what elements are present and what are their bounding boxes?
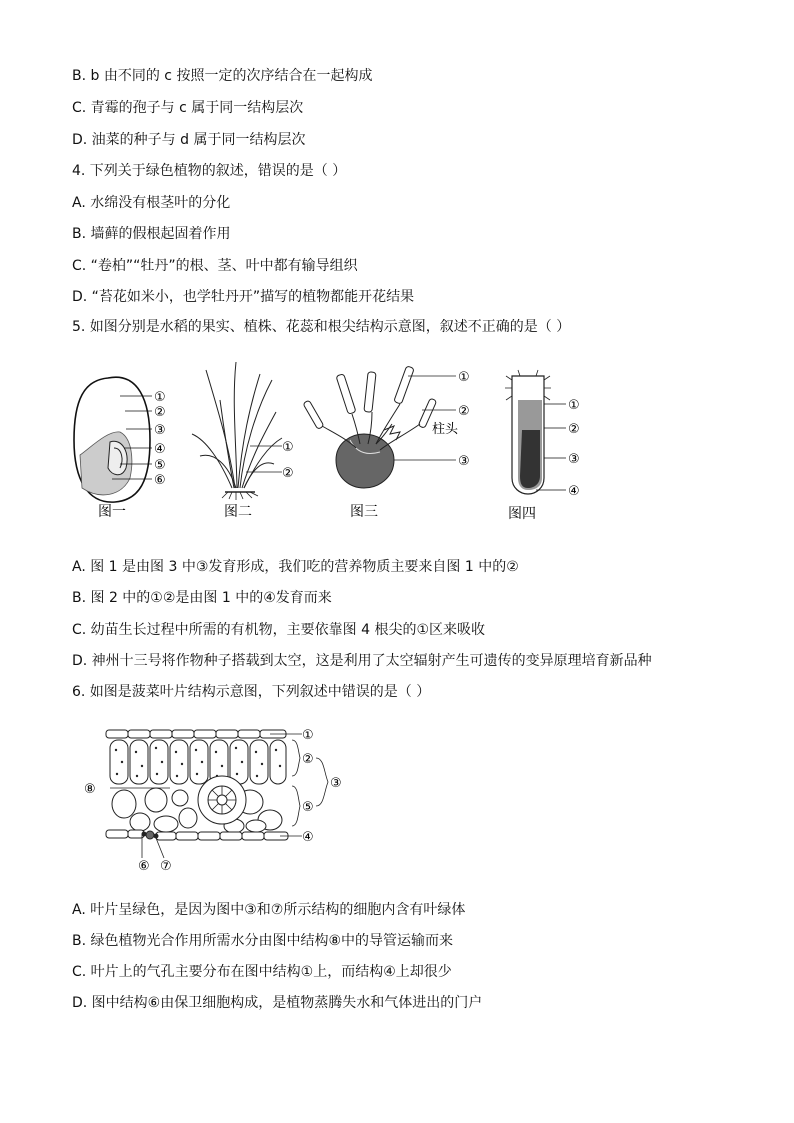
fig3-label-1: ① bbox=[458, 370, 470, 385]
q5-stem: 5. 如图分别是水稻的果实、植株、花蕊和根尖结构示意图，叙述不正确的是（ ） bbox=[72, 319, 571, 335]
fig3-label-2: ② bbox=[458, 404, 470, 419]
fig3-label-3: ③ bbox=[458, 454, 470, 469]
fig1-label-4: ④ bbox=[154, 442, 166, 457]
fig1-label-1: ① bbox=[154, 390, 166, 405]
leaf-cross-section bbox=[106, 730, 328, 858]
fig4-label-4: ④ bbox=[568, 484, 580, 499]
q6-stem: 6. 如图是菠菜叶片结构示意图，下列叙述中错误的是（ ） bbox=[72, 684, 431, 700]
q4-stem: 4. 下列关于绿色植物的叙述，错误的是（ ） bbox=[72, 163, 347, 179]
q6-label-7: ⑦ bbox=[160, 859, 172, 874]
fig3-caption: 图三 bbox=[350, 504, 378, 520]
fig2-label-1: ① bbox=[282, 440, 294, 455]
fig4-label-3: ③ bbox=[568, 452, 580, 467]
q5-option-c: C. 幼苗生长过程中所需的有机物，主要依靠图 4 根尖的①区来吸收 bbox=[72, 622, 486, 638]
q4-option-c: C. “卷柏”“牡丹”的根、茎、叶中都有输导组织 bbox=[72, 258, 358, 274]
q4-option-d: D. “苔花如米小，也学牡丹开”描写的植物都能开花结果 bbox=[72, 289, 415, 305]
q3-option-b: B. b 由不同的 c 按照一定的次序结合在一起构成 bbox=[72, 68, 373, 84]
q6-leaf-section-figure bbox=[80, 722, 360, 874]
q6-label-2: ② bbox=[302, 752, 314, 767]
fig1-label-2: ② bbox=[154, 405, 166, 420]
q3-option-d: D. 油菜的种子与 d 属于同一结构层次 bbox=[72, 132, 306, 148]
q6-label-5: ⑤ bbox=[302, 800, 314, 815]
fig4-label-1: ① bbox=[568, 398, 580, 413]
fig3-label-stigma: 柱头 bbox=[432, 422, 459, 437]
fig2-caption: 图二 bbox=[224, 504, 252, 520]
q6-option-b: B. 绿色植物光合作用所需水分由图中结构⑧中的导管运输而来 bbox=[72, 933, 454, 949]
q4-option-b: B. 墙藓的假根起固着作用 bbox=[72, 226, 231, 242]
q6-option-c: C. 叶片上的气孔主要分布在图中结构①上，而结构④上却很少 bbox=[72, 964, 452, 980]
q6-option-d: D. 图中结构⑥由保卫细胞构成，是植物蒸腾失水和气体进出的门户 bbox=[72, 995, 483, 1011]
q4-option-a: A. 水绵没有根茎叶的分化 bbox=[72, 195, 231, 211]
fig1-caption: 图一 bbox=[98, 504, 126, 520]
fig1-label-5: ⑤ bbox=[154, 458, 166, 473]
q6-label-3: ③ bbox=[330, 776, 342, 791]
fig1-label-6: ⑥ bbox=[154, 473, 166, 488]
q6-label-6: ⑥ bbox=[138, 859, 150, 874]
q5-rice-figure bbox=[60, 360, 620, 525]
rice-plant-diagram bbox=[192, 362, 282, 500]
q5-option-b: B. 图 2 中的①②是由图 1 中的④发育而来 bbox=[72, 590, 332, 606]
q5-option-d: D. 神州十三号将作物种子搭载到太空，这是利用了太空辐射产生可遗传的变异原理培育新品种 bbox=[72, 653, 652, 669]
fig2-label-2: ② bbox=[282, 466, 294, 481]
q6-option-a: A. 叶片呈绿色，是因为图中③和⑦所示结构的细胞内含有叶绿体 bbox=[72, 902, 466, 918]
root-tip-diagram bbox=[505, 370, 566, 494]
fig4-caption: 图四 bbox=[508, 506, 536, 522]
q3-option-c: C. 青霉的孢子与 c 属于同一结构层次 bbox=[72, 100, 304, 116]
q6-label-8: ⑧ bbox=[84, 782, 96, 797]
fig4-label-2: ② bbox=[568, 422, 580, 437]
fig1-label-3: ③ bbox=[154, 423, 166, 438]
q6-label-1: ① bbox=[302, 728, 314, 743]
q5-option-a: A. 图 1 是由图 3 中③发育形成，我们吃的营养物质主要来自图 1 中的② bbox=[72, 559, 519, 575]
rice-grain-diagram bbox=[74, 377, 166, 520]
q6-label-4: ④ bbox=[302, 830, 314, 845]
